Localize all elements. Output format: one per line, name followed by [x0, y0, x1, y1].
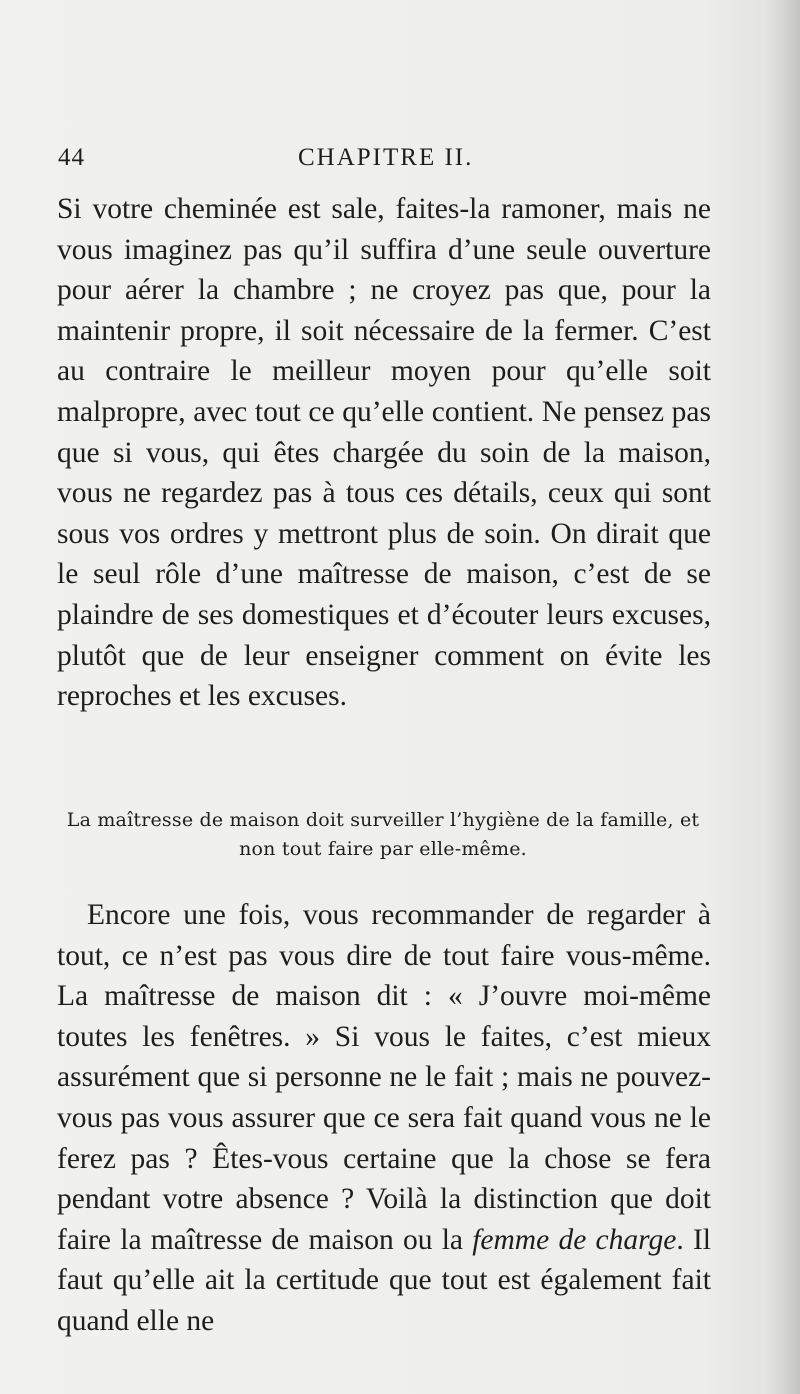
section-summary: La maîtresse de maison doit surveiller l’hygiène de la famille, et non tout faire par elle-même. [66, 809, 700, 860]
page-number: 44 [58, 144, 85, 171]
page-header [58, 144, 710, 178]
paragraph-2-italic-term: femme de charge [472, 1223, 677, 1256]
body-paragraph-2 [57, 895, 711, 1342]
running-head: CHAPITRE II. [298, 144, 474, 171]
page-gutter-shadow [766, 0, 800, 1394]
paragraph-2-text-start: Encore une fois, vous recommander de regarder à tout, ce n’est pas vous dire de tout faire vous-même. La maîtresse de maison dit : « J’ouvre moi-même toutes les fenêtres. » Si vous le faites, c’est mieux assurément que si personne ne le fait ; mais ne pouvez-vous pas vous assurer que ce sera fait quand vous ne le ferez pas ? Êtes-vous certaine que la chose se fera pendant votre absence ? Voilà la distinction que doit faire la maîtresse de maison ou la [57, 899, 711, 1256]
body-paragraph-1: Si votre cheminée est sale, faites-la ramoner, mais ne vous imaginez pas qu’il suffira d’une seule ouverture pour aérer la chambre ; ne croyez pas que, pour la maintenir propre, il soit nécessaire de la fermer. C’est au contraire le meilleur moyen pour qu’elle soit malpropre, avec tout ce qu’elle contient. Ne pensez pas que si vous, qui êtes chargée du soin de la maison, vous ne regardez pas à tous ces détails, ceux qui sont sous vos ordres y mettront plus de soin. On dirait que le seul rôle d’une maîtresse de maison, c’est de se plaindre de ses domestiques et d’écouter leurs excuses, plutôt que de leur enseigner comment on évite les reproches et les excuses. [57, 193, 711, 713]
paragraph-2-text-end: . Il faut qu’elle ait la certitude que tout est également fait quand elle ne [57, 1223, 711, 1337]
